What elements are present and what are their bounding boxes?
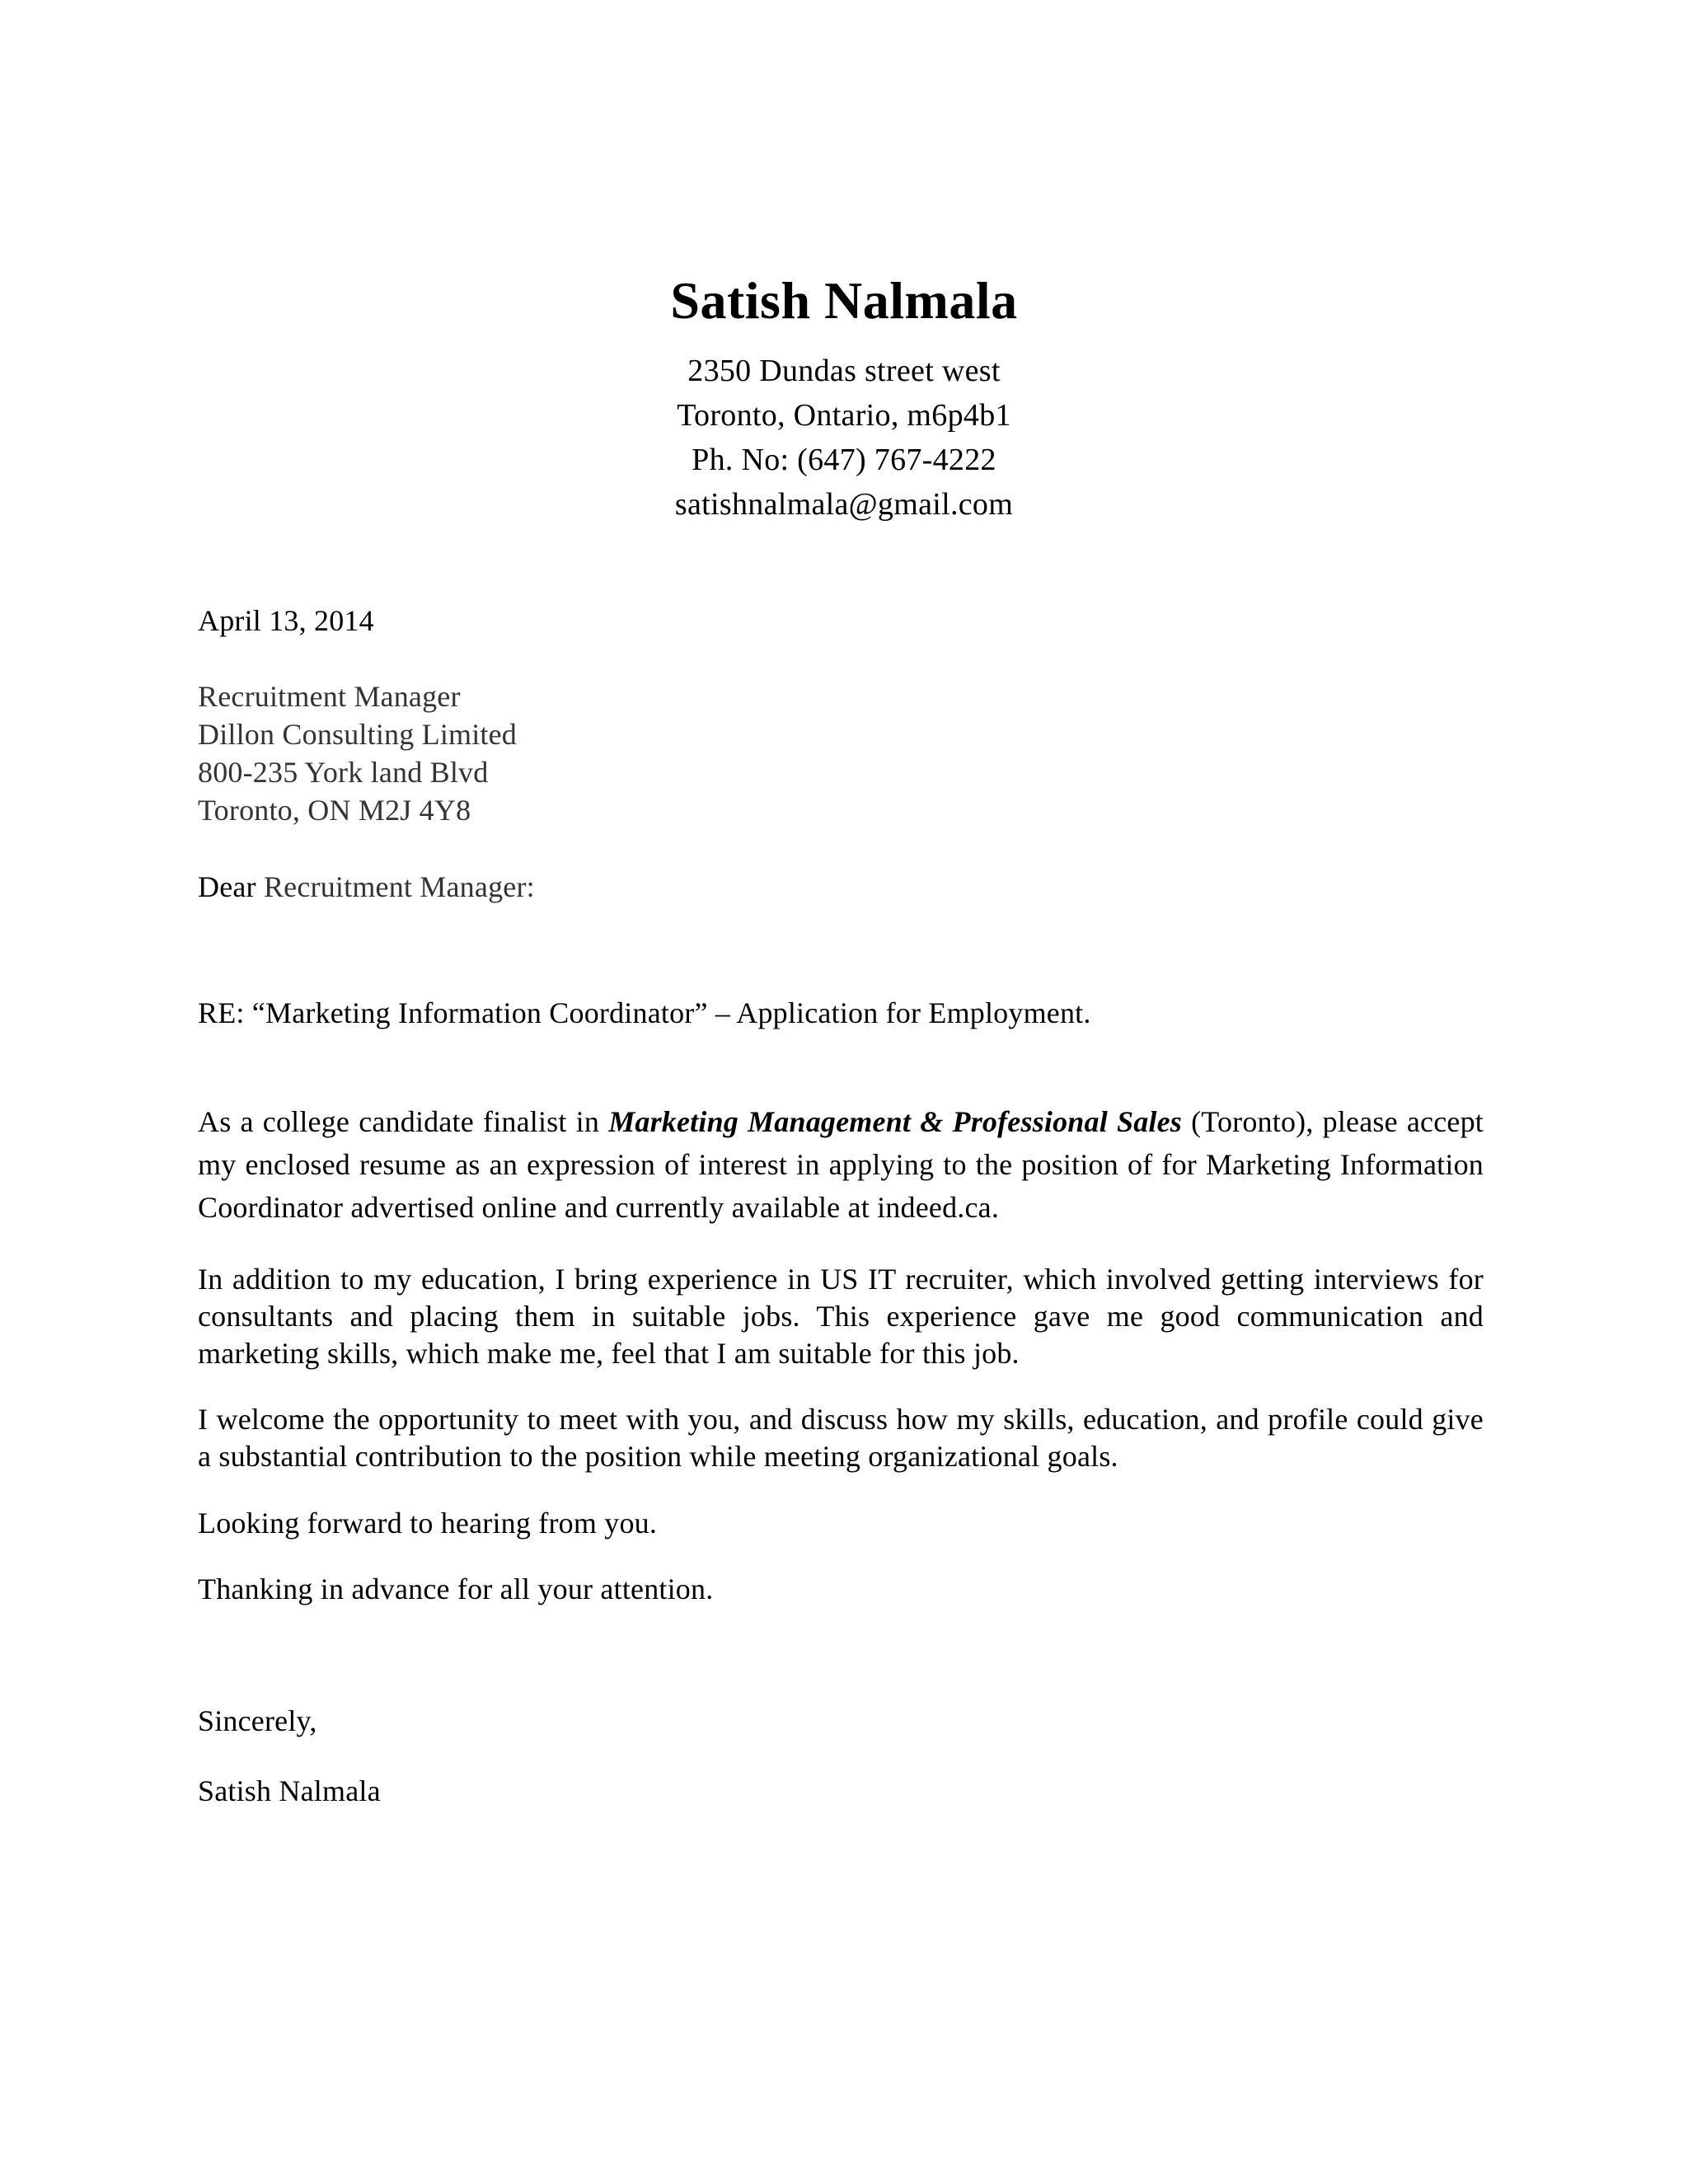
signature-name: Satish Nalmala (198, 1774, 381, 1807)
program-name: Marketing Management & Professional Sales (608, 1105, 1183, 1138)
recipient-title: Recruitment Manager (198, 680, 461, 713)
salutation (198, 868, 1484, 906)
closing: Sincerely, (198, 1704, 317, 1737)
letter-header (0, 268, 1688, 527)
salutation-addressee: Recruitment Manager: (263, 870, 535, 903)
recipient-street: 800-235 York land Blvd (198, 756, 489, 789)
paragraph-looking-forward: Looking forward to hearing from you. (198, 1507, 658, 1540)
recipient-block (198, 677, 1484, 829)
recipient-city: Toronto, ON M2J 4Y8 (198, 794, 471, 827)
letter-date: April 13, 2014 (198, 604, 374, 637)
recipient-company: Dillon Consulting Limited (198, 718, 518, 751)
sender-address-city: Toronto, Ontario, m6p4b1 (677, 398, 1011, 433)
paragraph-intro-start: As a college candidate finalist in (198, 1105, 609, 1138)
subject-line: RE: “Marketing Information Coordinator” – Application for Employment. (198, 996, 1091, 1029)
sender-name: Satish Nalmala (670, 271, 1018, 330)
paragraph-intro (198, 1100, 1484, 1229)
paragraph-intro-end: (Toronto), please accept my enclosed resume as an expression of interest in applying to the position of for Marketing Information Coordinator advertised online and currently available at indeed.ca. (198, 1105, 1484, 1224)
paragraph-thanks: Thanking in advance for all your attention. (198, 1572, 714, 1605)
paragraph-opportunity: I welcome the opportunity to meet with you, and discuss how my skills, education, and profile could give a substantial contribution to the position while meeting organizational goals. (198, 1403, 1484, 1473)
sender-phone: Ph. No: (647) 767-4222 (692, 443, 996, 477)
sender-email: satishnalmala@gmail.com (674, 487, 1014, 522)
salutation-dear: Dear (198, 870, 256, 903)
sender-address-street: 2350 Dundas street west (687, 354, 1001, 388)
paragraph-experience: In addition to my education, I bring experience in US IT recruiter, which involved getting interviews for consultants and placing them in suitable jobs. This experience gave me good communication and marketing skills, which make me, feel that I am suitable for this job. (198, 1263, 1484, 1370)
